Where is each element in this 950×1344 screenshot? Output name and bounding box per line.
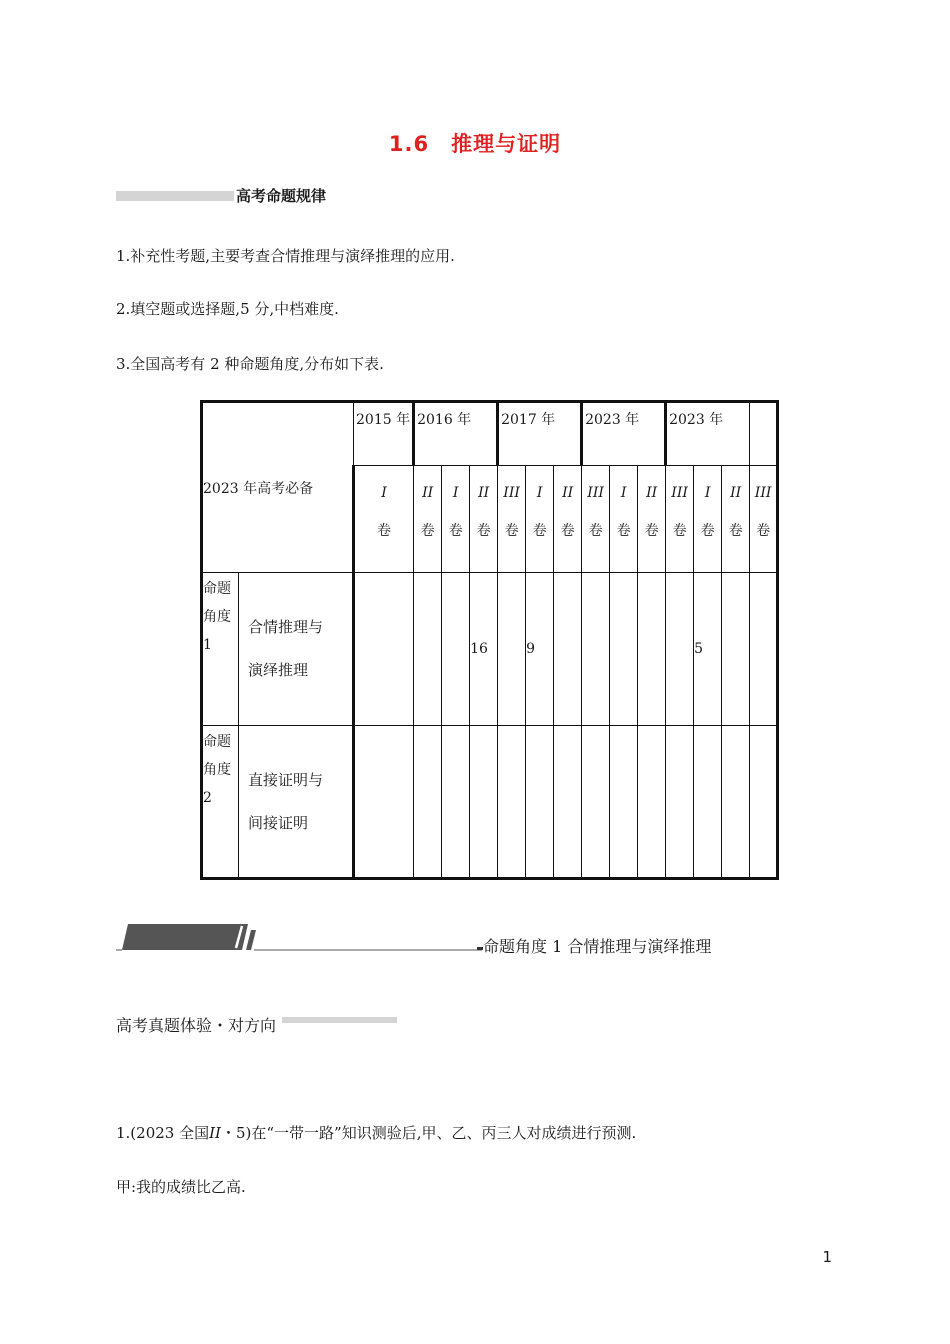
table-cell [666, 573, 694, 726]
question-1: 1.(2023 全国II・5)在“一带一路”知识测验后,甲、乙、丙三人对成绩进行预测. [116, 1124, 637, 1142]
year-header: 2017 年 [498, 402, 582, 466]
table-cell [638, 726, 666, 879]
volume-header: II 卷 [470, 466, 498, 573]
volume-header: III 卷 [582, 466, 610, 573]
table-cell: 16 [470, 573, 498, 726]
table-cell [610, 726, 638, 879]
angle-label: 命题 角度 2 [202, 726, 239, 879]
table-cell [354, 726, 414, 879]
exam-section-bar [282, 1017, 397, 1023]
table-cell [750, 726, 778, 879]
exam-section-title: 高考真题体验・对方向 [116, 1016, 277, 1035]
table-cell [442, 573, 470, 726]
year-header: 2023 年 [666, 402, 750, 466]
table-cell [554, 573, 582, 726]
rule-1: 1.补充性考题,主要考查合情推理与演绎推理的应用. [116, 247, 455, 265]
table-cell: 9 [526, 573, 554, 726]
section-header: 高考命题规律 [236, 187, 327, 205]
page-number: 1 [822, 1248, 832, 1266]
volume-header: I 卷 [354, 466, 414, 573]
distribution-table [200, 400, 779, 880]
table-cell [722, 726, 750, 879]
table-corner-label: 2023 年高考必备 [203, 480, 314, 497]
category-label: 合情推理与 演绎推理 [239, 573, 354, 726]
angle-label: 命题 角度 1 [202, 573, 239, 726]
volume-header: II 卷 [722, 466, 750, 573]
table-cell [526, 726, 554, 879]
volume-header: III 卷 [666, 466, 694, 573]
volume-header: I 卷 [694, 466, 722, 573]
year-header: 2015 年 [354, 402, 414, 466]
table-cell [470, 726, 498, 879]
volume-header: II 卷 [554, 466, 582, 573]
table-cell [554, 726, 582, 879]
volume-header: III 卷 [750, 466, 778, 573]
table-cell [666, 726, 694, 879]
volume-header: II 卷 [414, 466, 442, 573]
table-cell [582, 573, 610, 726]
table-cell [442, 726, 470, 879]
volume-header: III 卷 [498, 466, 526, 573]
table-cell [722, 573, 750, 726]
table-cell [694, 726, 722, 879]
table-cell [354, 573, 414, 726]
table-cell: 5 [694, 573, 722, 726]
table-cell [750, 573, 778, 726]
volume-header: I 卷 [442, 466, 470, 573]
table-cell [498, 573, 526, 726]
volume-header: I 卷 [526, 466, 554, 573]
rule-3: 3.全国高考有 2 种命题角度,分布如下表. [116, 355, 384, 373]
table-cell [610, 573, 638, 726]
section-header-bar [116, 191, 234, 201]
angle-banner-graphic [114, 922, 486, 952]
volume-header: II 卷 [638, 466, 666, 573]
table-cell [638, 573, 666, 726]
volume-header: I 卷 [610, 466, 638, 573]
table-cell [582, 726, 610, 879]
table-cell [414, 726, 442, 879]
rule-2: 2.填空题或选择题,5 分,中档难度. [116, 300, 339, 318]
page-title: 1.6 推理与证明 [388, 132, 562, 156]
year-header: 2023 年 [582, 402, 666, 466]
question-vol: II [209, 1124, 221, 1142]
table-cell [498, 726, 526, 879]
statement-jia: 甲:我的成绩比乙高. [116, 1178, 246, 1196]
year-header: 2016 年 [414, 402, 498, 466]
angle-heading: 命题角度 1 合情推理与演绎推理 [483, 937, 712, 956]
table-corner [202, 402, 354, 573]
table-cell [414, 573, 442, 726]
category-label: 直接证明与 间接证明 [239, 726, 354, 879]
